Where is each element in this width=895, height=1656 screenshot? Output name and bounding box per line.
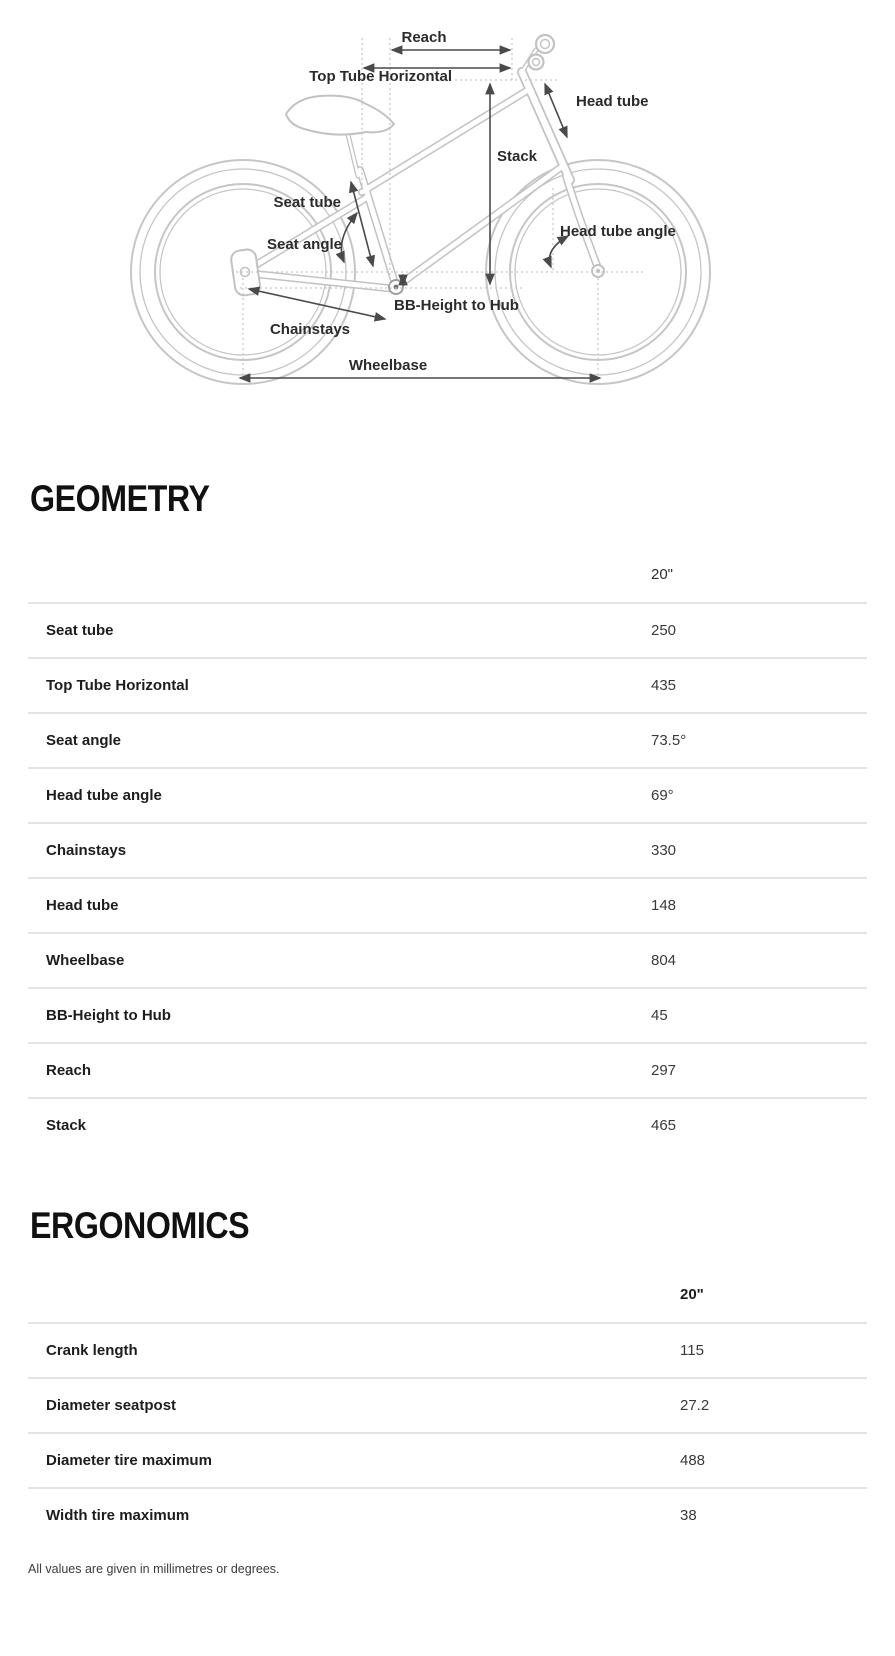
table-row (28, 1097, 867, 1152)
diagram-label-top-tube-horizontal: Top Tube Horizontal (309, 68, 452, 85)
units-footnote: All values are given in millimetres or degrees. (28, 1562, 280, 1576)
saddle-icon (286, 96, 394, 135)
row-value: 73.5° (651, 732, 687, 749)
row-value: 69° (651, 787, 674, 804)
size-column-header: 20" (651, 565, 674, 583)
row-label: Stack (46, 1117, 87, 1134)
row-value: 330 (651, 842, 677, 859)
row-value: 27.2 (680, 1397, 710, 1414)
ergonomics-section-title: ERGONOMICS (30, 1205, 250, 1246)
row-label: Head tube angle (46, 787, 162, 804)
row-label: Top Tube Horizontal (46, 677, 189, 694)
table-row (28, 712, 867, 767)
row-label: Wheelbase (46, 952, 125, 969)
table-row (28, 1322, 867, 1377)
table-row (28, 822, 867, 877)
row-value: 38 (680, 1507, 697, 1524)
ergonomics-table-header (28, 1266, 867, 1322)
row-value: 115 (680, 1342, 704, 1359)
row-value: 250 (651, 622, 677, 639)
table-row (28, 1377, 867, 1432)
table-row (28, 1042, 867, 1097)
diagram-label-reach: Reach (401, 29, 447, 46)
table-row (28, 987, 867, 1042)
diagram-label-seat-tube: Seat tube (273, 194, 341, 211)
diagram-label-bb-height-to-hub: BB-Height to Hub (394, 297, 519, 314)
table-row (28, 657, 867, 712)
geometry-table-header (28, 546, 867, 602)
row-label: Seat tube (46, 622, 114, 639)
row-label: Reach (46, 1062, 92, 1079)
row-value: 488 (680, 1452, 706, 1469)
diagram-label-stack: Stack (497, 148, 538, 165)
diagram-label-wheelbase: Wheelbase (348, 357, 428, 374)
row-value: 804 (651, 952, 677, 969)
row-label: Diameter tire maximum (46, 1452, 212, 1469)
row-label: Diameter seatpost (46, 1397, 177, 1414)
row-value: 435 (651, 677, 677, 694)
row-label: Chainstays (46, 842, 127, 859)
size-column-header: 20" (680, 1285, 704, 1303)
table-row (28, 1432, 867, 1487)
diagram-label-seat-angle: Seat angle (266, 236, 342, 253)
row-value: 465 (651, 1117, 677, 1134)
row-label: BB-Height to Hub (46, 1007, 171, 1024)
row-label: Seat angle (46, 732, 122, 749)
bike-geometry-diagram (0, 0, 895, 430)
geometry-section-title: GEOMETRY (30, 478, 210, 519)
ergonomics-table (28, 1266, 867, 1542)
row-label: Head tube (46, 897, 119, 914)
diagram-label-chainstays: Chainstays (269, 321, 351, 338)
row-label: Width tire maximum (46, 1507, 190, 1524)
table-row (28, 932, 867, 987)
row-value: 45 (651, 1007, 668, 1024)
row-label: Crank length (46, 1342, 138, 1359)
row-value: 148 (651, 897, 677, 914)
table-row (28, 1487, 867, 1542)
table-row (28, 877, 867, 932)
row-value: 297 (651, 1062, 677, 1079)
table-row (28, 767, 867, 822)
geometry-table (28, 546, 867, 1152)
diagram-label-head-tube: Head tube (576, 93, 649, 110)
diagram-label-head-tube-angle: Head tube angle (560, 223, 676, 240)
table-row (28, 602, 867, 657)
